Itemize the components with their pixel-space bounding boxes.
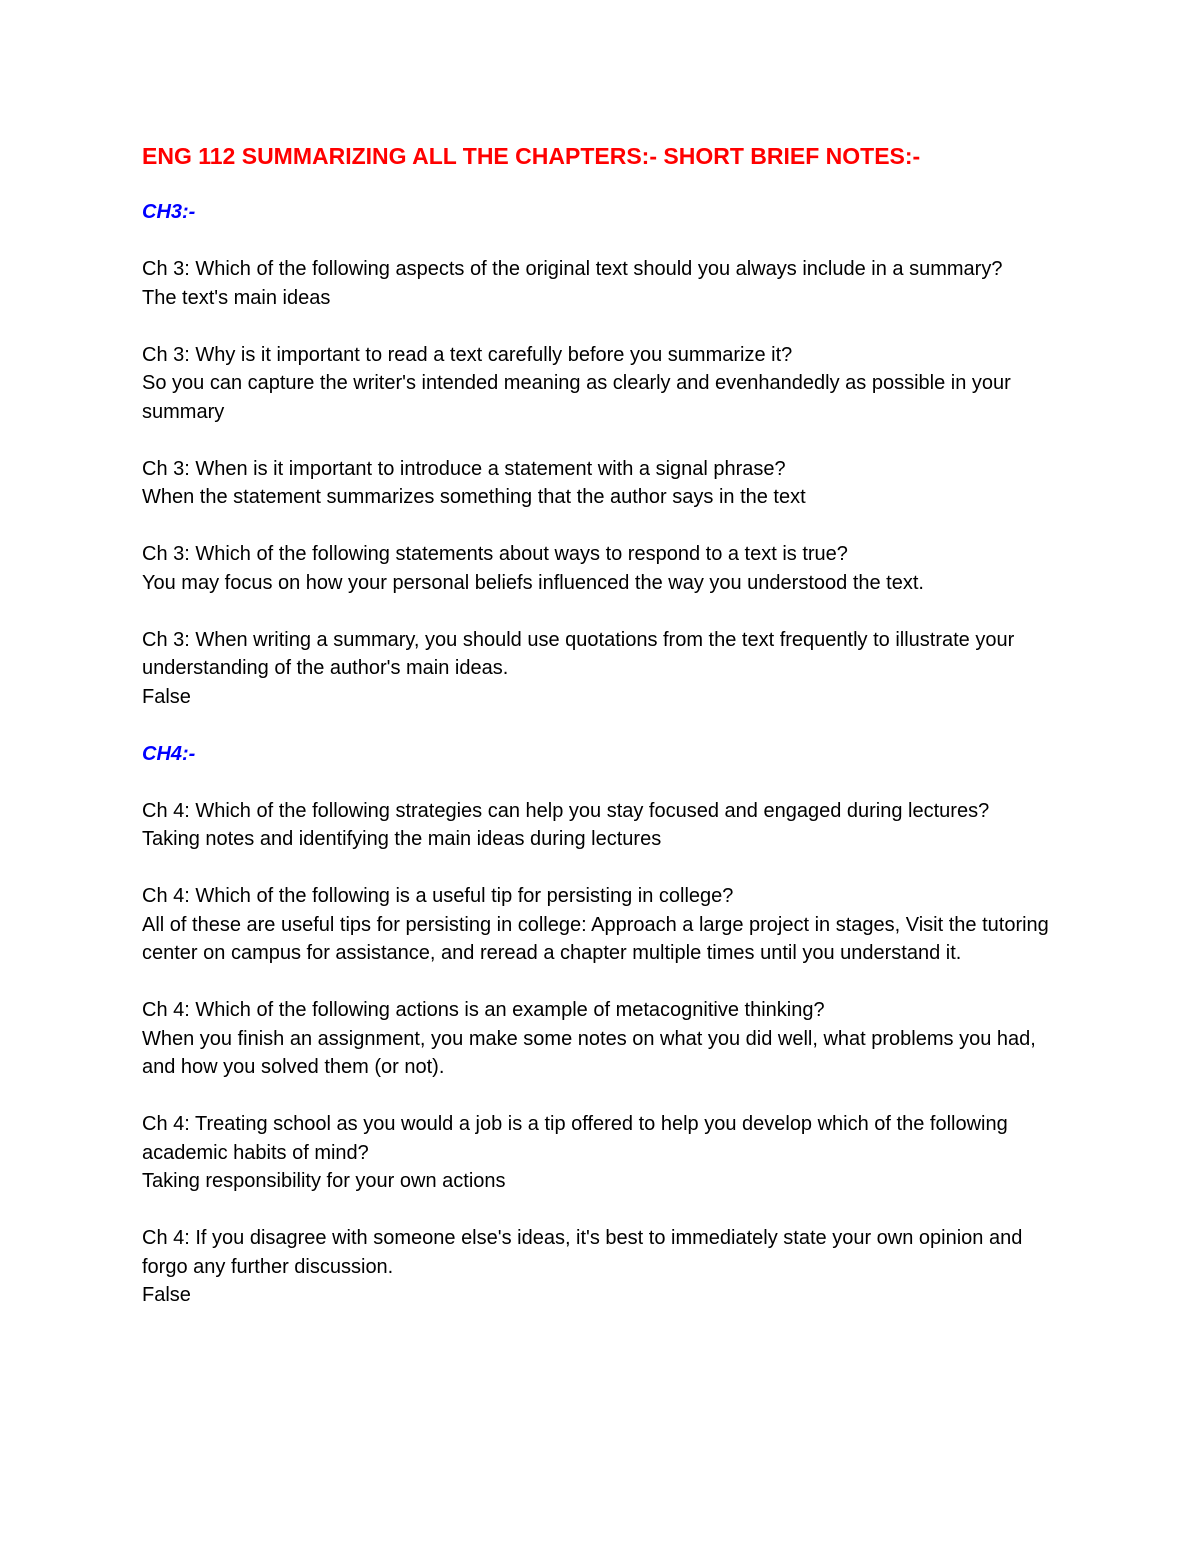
answer-text: All of these are useful tips for persisting in college: Approach a large project in stages, Visit the tutoring center on campus for assistance, and reread a chapter multiple times until you understand it. [142,913,1049,964]
qa-item [142,882,1072,968]
answer-text: You may focus on how your personal beliefs influenced the way you understood the text. [142,571,924,594]
answer-text: Taking notes and identifying the main ideas during lectures [142,828,662,850]
chapter-heading: CH3:- [142,201,196,223]
question-text: Ch 3: When writing a summary, you should use quotations from the text frequently to illustrate your understanding of the author's main ideas. [142,628,1015,679]
question-text: Ch 4: If you disagree with someone else's ideas, it's best to immediately state your own opinion and forgo any further discussion. [142,1227,1023,1278]
document-page [142,140,1072,1310]
chapter-heading: CH4:- [142,742,196,765]
qa-item [142,797,1072,854]
question-text: Ch 3: Which of the following aspects of the original text should you always include in a summary? [142,258,1003,280]
qa-item [142,1110,1072,1196]
answer-text: False [142,685,191,708]
answer-text: The text's main ideas [142,286,331,309]
chapter-section-ch4 [142,740,1072,1310]
qa-item [142,341,1072,427]
question-text: Ch 3: Which of the following statements about ways to respond to a text is true? [142,543,848,565]
answer-text: Taking responsibility for your own actions [142,1170,506,1192]
document-title: ENG 112 SUMMARIZING ALL THE CHAPTERS:- SHORT BRIEF NOTES:- [142,143,921,169]
question-text: Ch 4: Treating school as you would a job is a tip offered to help you develop which of the following academic habits of mind? [142,1113,1008,1164]
qa-item [142,1224,1072,1310]
question-text: Ch 4: Which of the following strategies can help you stay focused and engaged during lectures? [142,799,990,822]
answer-text: When you finish an assignment, you make some notes on what you did well, what problems you had, and how you solved them (or not). [142,1027,1036,1078]
answer-text: When the statement summarizes something that the author says in the text [142,486,806,508]
qa-item [142,455,1072,512]
qa-item [142,540,1072,597]
answer-text: False [142,1284,191,1306]
question-text: Ch 3: Why is it important to read a text carefully before you summarize it? [142,343,793,366]
question-text: Ch 4: Which of the following is a useful tip for persisting in college? [142,885,734,907]
question-text: Ch 3: When is it important to introduce a statement with a signal phrase? [142,457,786,480]
qa-item [142,255,1072,312]
qa-item [142,996,1072,1082]
answer-text: So you can capture the writer's intended meaning as clearly and evenhandedly as possible in your summary [142,372,1011,423]
question-text: Ch 4: Which of the following actions is an example of metacognitive thinking? [142,999,825,1021]
chapter-section-ch3 [142,198,1072,711]
qa-item [142,626,1072,712]
